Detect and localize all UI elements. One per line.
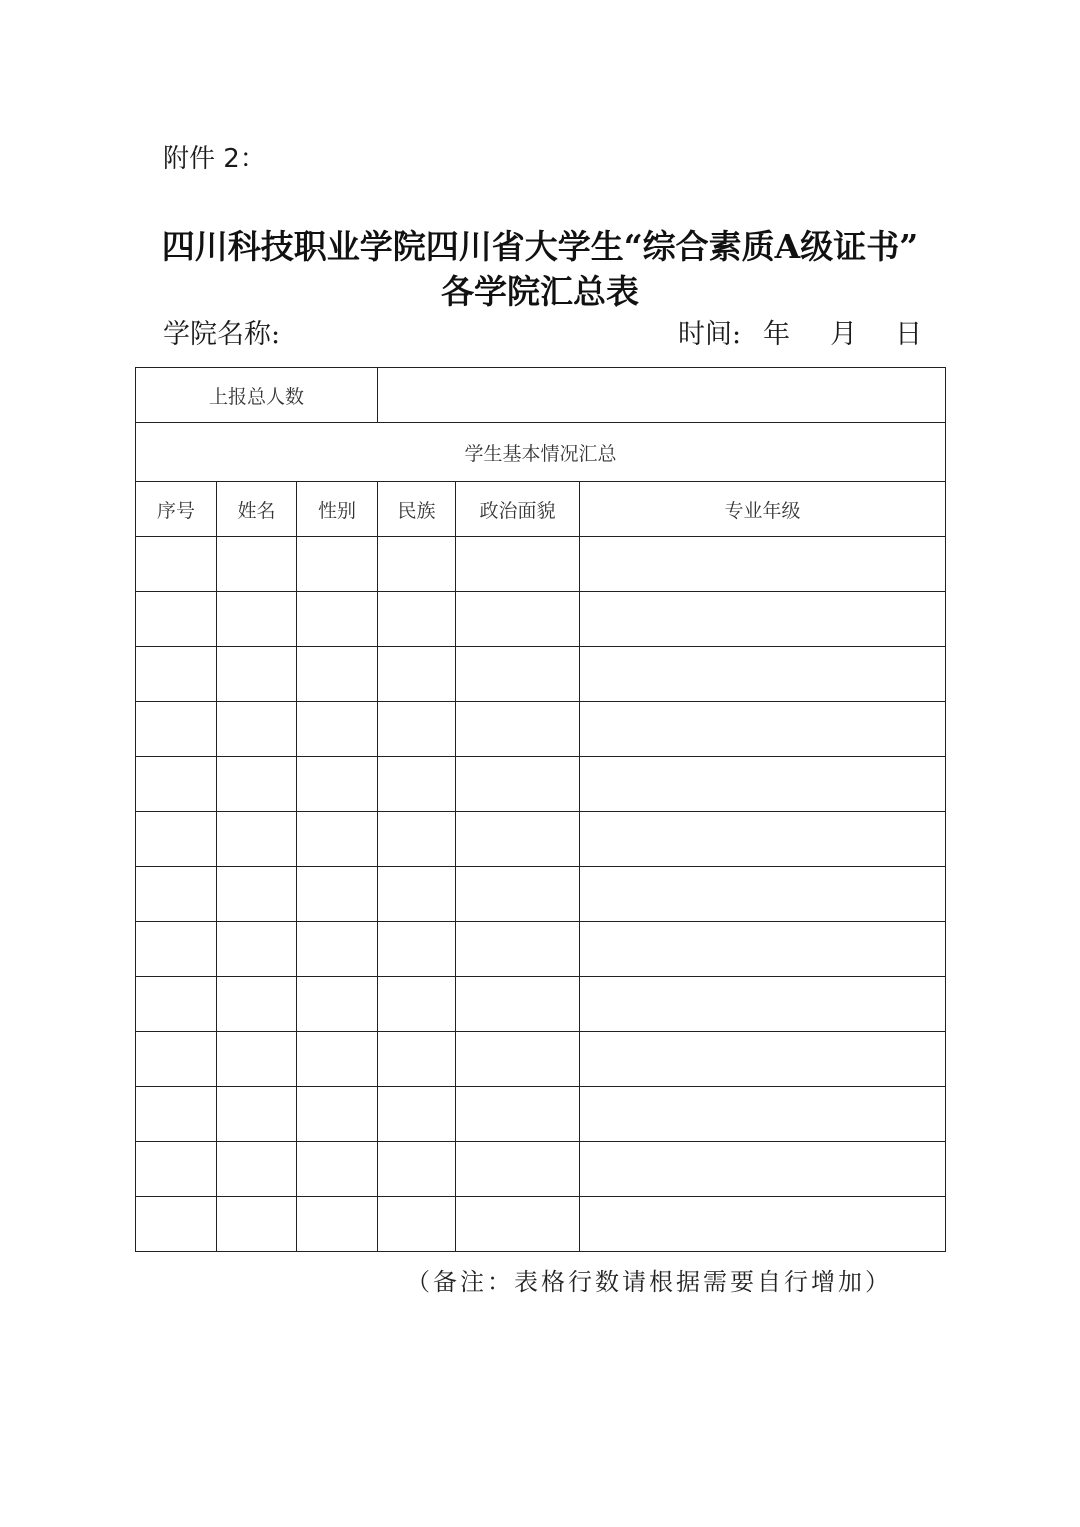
table-cell-political-status[interactable] <box>456 592 580 647</box>
table-row <box>136 592 946 647</box>
document-title: 四川科技职业学院四川省大学生“综合素质A级证书” <box>161 227 919 266</box>
table-cell-ethnicity[interactable] <box>378 922 456 977</box>
column-header-gender: 性别 <box>297 482 378 537</box>
table-cell-name[interactable] <box>217 922 297 977</box>
table-cell-ethnicity[interactable] <box>378 1197 456 1252</box>
table-cell-ethnicity[interactable] <box>378 1087 456 1142</box>
table-cell-name[interactable] <box>217 977 297 1032</box>
table-cell-index[interactable] <box>136 702 217 757</box>
table-cell-gender[interactable] <box>297 537 378 592</box>
table-cell-ethnicity[interactable] <box>378 1032 456 1087</box>
table-cell-gender[interactable] <box>297 1087 378 1142</box>
table-cell-major-grade[interactable] <box>580 537 946 592</box>
column-header-name: 姓名 <box>217 482 297 537</box>
table-cell-major-grade[interactable] <box>580 757 946 812</box>
table-cell-major-grade[interactable] <box>580 647 946 702</box>
table-cell-ethnicity[interactable] <box>378 1142 456 1197</box>
date-line <box>678 312 922 351</box>
document-subtitle: 各学院汇总表 <box>441 272 639 311</box>
summary-table <box>135 367 946 1252</box>
table-cell-political-status[interactable] <box>456 537 580 592</box>
table-cell-index[interactable] <box>136 867 217 922</box>
table-cell-name[interactable] <box>217 647 297 702</box>
total-value-cell[interactable] <box>378 368 946 423</box>
table-row <box>136 1197 946 1252</box>
table-cell-ethnicity[interactable] <box>378 702 456 757</box>
table-cell-political-status[interactable] <box>456 1142 580 1197</box>
table-row <box>136 812 946 867</box>
table-cell-major-grade[interactable] <box>580 812 946 867</box>
table-cell-index[interactable] <box>136 592 217 647</box>
table-cell-political-status[interactable] <box>456 702 580 757</box>
table-cell-gender[interactable] <box>297 977 378 1032</box>
table-cell-major-grade[interactable] <box>580 592 946 647</box>
table-cell-name[interactable] <box>217 1142 297 1197</box>
table-cell-political-status[interactable] <box>456 812 580 867</box>
table-cell-political-status[interactable] <box>456 977 580 1032</box>
table-cell-name[interactable] <box>217 537 297 592</box>
table-cell-political-status[interactable] <box>456 1032 580 1087</box>
table-cell-name[interactable] <box>217 1087 297 1142</box>
table-cell-political-status[interactable] <box>456 1087 580 1142</box>
table-cell-index[interactable] <box>136 1197 217 1252</box>
table-cell-gender[interactable] <box>297 702 378 757</box>
date-label: 时间: <box>678 319 742 350</box>
table-cell-gender[interactable] <box>297 812 378 867</box>
table-row <box>136 1087 946 1142</box>
attachment-label: 附件 2： <box>163 144 266 174</box>
table-cell-ethnicity[interactable] <box>378 812 456 867</box>
table-cell-name[interactable] <box>217 757 297 812</box>
date-year-label: 年 <box>763 319 791 350</box>
table-cell-ethnicity[interactable] <box>378 757 456 812</box>
total-label-cell: 上报总人数 <box>136 368 378 423</box>
table-cell-major-grade[interactable] <box>580 1142 946 1197</box>
column-header-index: 序号 <box>136 482 217 537</box>
table-cell-index[interactable] <box>136 922 217 977</box>
table-cell-political-status[interactable] <box>456 867 580 922</box>
table-cell-ethnicity[interactable] <box>378 867 456 922</box>
table-cell-name[interactable] <box>217 812 297 867</box>
table-cell-ethnicity[interactable] <box>378 592 456 647</box>
table-cell-major-grade[interactable] <box>580 922 946 977</box>
table-cell-index[interactable] <box>136 647 217 702</box>
section-title-cell: 学生基本情况汇总 <box>136 423 946 482</box>
table-row <box>136 1142 946 1197</box>
table-cell-gender[interactable] <box>297 867 378 922</box>
table-row <box>136 1032 946 1087</box>
footnote: （备注：表格行数请根据需要自行增加） <box>406 1268 892 1296</box>
table-row <box>136 647 946 702</box>
table-cell-political-status[interactable] <box>456 1197 580 1252</box>
column-header-row <box>136 482 946 537</box>
table-row <box>136 977 946 1032</box>
table-cell-name[interactable] <box>217 592 297 647</box>
table-cell-name[interactable] <box>217 702 297 757</box>
table-cell-political-status[interactable] <box>456 757 580 812</box>
table-row <box>136 702 946 757</box>
table-cell-index[interactable] <box>136 977 217 1032</box>
table-cell-major-grade[interactable] <box>580 977 946 1032</box>
table-cell-ethnicity[interactable] <box>378 647 456 702</box>
table-cell-name[interactable] <box>217 867 297 922</box>
table-cell-political-status[interactable] <box>456 647 580 702</box>
table-cell-major-grade[interactable] <box>580 1087 946 1142</box>
table-cell-index[interactable] <box>136 537 217 592</box>
table-cell-gender[interactable] <box>297 1032 378 1087</box>
table-cell-gender[interactable] <box>297 922 378 977</box>
table-row <box>136 922 946 977</box>
table-cell-ethnicity[interactable] <box>378 537 456 592</box>
table-cell-major-grade[interactable] <box>580 1032 946 1087</box>
column-header-major-grade: 专业年级 <box>580 482 946 537</box>
table-cell-index[interactable] <box>136 1087 217 1142</box>
table-cell-name[interactable] <box>217 1032 297 1087</box>
table-cell-index[interactable] <box>136 757 217 812</box>
table-cell-major-grade[interactable] <box>580 702 946 757</box>
table-cell-gender[interactable] <box>297 647 378 702</box>
total-row <box>136 368 946 423</box>
date-day-label: 日 <box>895 319 923 350</box>
table-cell-index[interactable] <box>136 1032 217 1087</box>
column-header-ethnicity: 民族 <box>378 482 456 537</box>
column-header-political-status: 政治面貌 <box>456 482 580 537</box>
section-row <box>136 423 946 482</box>
table-cell-gender[interactable] <box>297 592 378 647</box>
table-cell-gender[interactable] <box>297 757 378 812</box>
college-name-label: 学院名称: <box>163 319 281 350</box>
table-cell-name[interactable] <box>217 1197 297 1252</box>
table-cell-major-grade[interactable] <box>580 1197 946 1252</box>
table-cell-index[interactable] <box>136 1142 217 1197</box>
table-cell-ethnicity[interactable] <box>378 977 456 1032</box>
table-cell-gender[interactable] <box>297 1197 378 1252</box>
table-cell-political-status[interactable] <box>456 922 580 977</box>
table-row <box>136 537 946 592</box>
table-cell-major-grade[interactable] <box>580 867 946 922</box>
date-month-label: 月 <box>830 319 858 350</box>
table-row <box>136 867 946 922</box>
table-cell-index[interactable] <box>136 812 217 867</box>
table-row <box>136 757 946 812</box>
table-cell-gender[interactable] <box>297 1142 378 1197</box>
